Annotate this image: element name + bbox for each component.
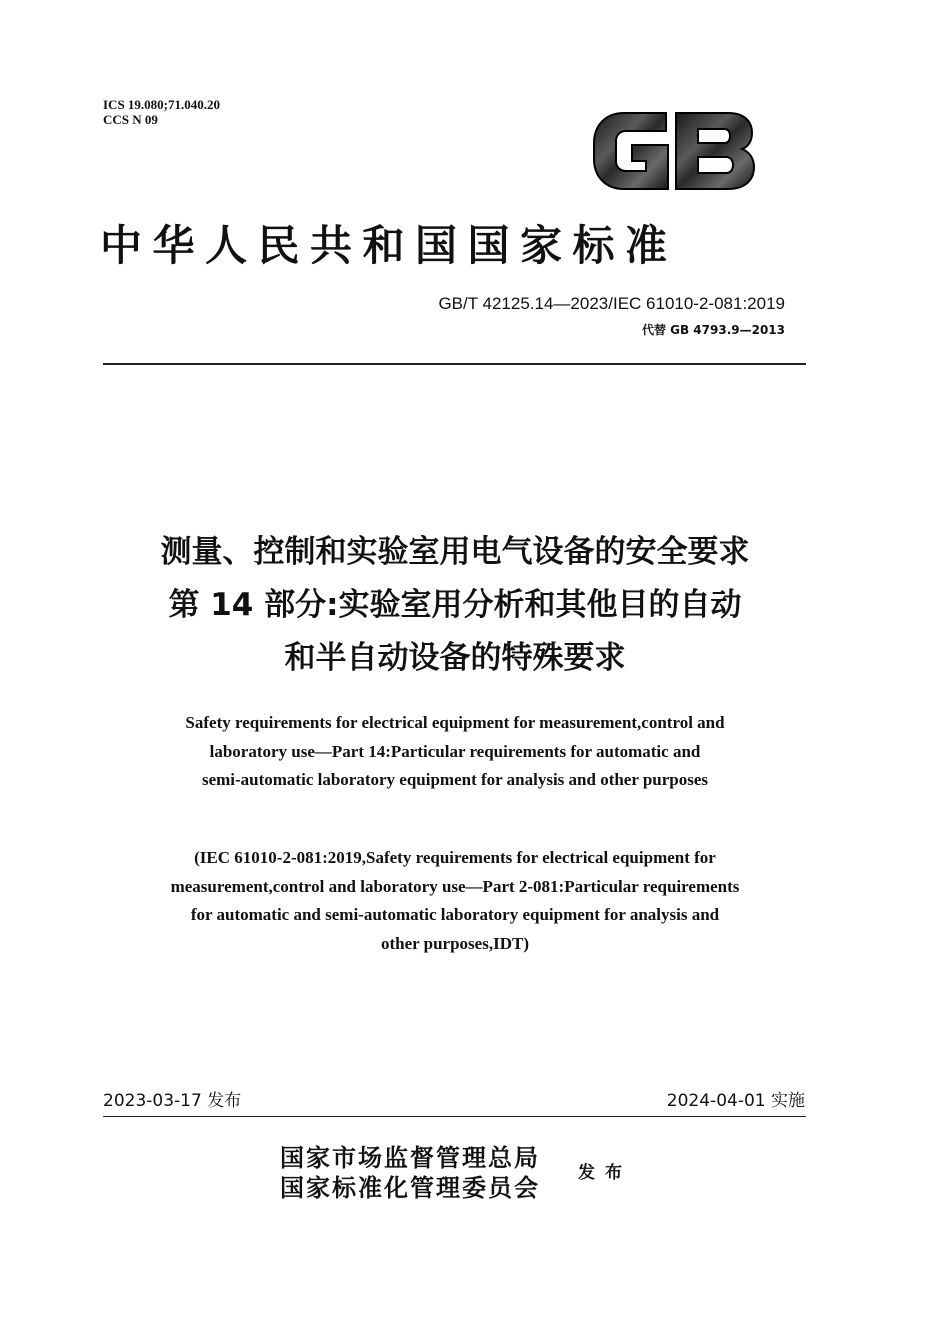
issuing-authorities bbox=[280, 1143, 540, 1203]
iec-reference bbox=[110, 844, 800, 958]
ics-code: ICS 19.080;71.040.20 bbox=[103, 97, 221, 112]
english-title-line-3: semi-automatic laboratory equipment for analysis and other purposes bbox=[201, 770, 709, 789]
english-title bbox=[110, 709, 800, 795]
issuer-samr: 国家市场监督管理总局 bbox=[280, 1143, 540, 1172]
chinese-title-line-2: 第 14 部分:实验室用分析和其他目的自动 bbox=[168, 587, 742, 623]
chinese-title-line-1: 测量、控制和实验室用电气设备的安全要求 bbox=[160, 534, 750, 570]
effective-date: 2024-04-01 实施 bbox=[666, 1091, 805, 1111]
standard-number: GB/T 42125.14—2023/IEC 61010-2-081:2019 bbox=[438, 294, 785, 313]
issuer-sac: 国家标准化管理委员会 bbox=[280, 1173, 540, 1202]
publish-date: 2023-03-17 发布 bbox=[103, 1091, 242, 1111]
chinese-title-line-3: 和半自动设备的特殊要求 bbox=[284, 640, 626, 676]
iec-reference-line-4: other purposes,IDT) bbox=[381, 933, 529, 953]
iec-reference-line-3: for automatic and semi-automatic laboratory equipment for analysis and bbox=[190, 905, 720, 924]
issued-label: 发布 bbox=[578, 1163, 632, 1183]
ccs-code: CCS N 09 bbox=[103, 112, 158, 127]
national-standard-title: 中华人民共和国国家标准 bbox=[100, 221, 678, 270]
header-divider bbox=[103, 363, 806, 365]
chinese-title bbox=[100, 526, 810, 685]
gb-logo bbox=[588, 107, 758, 195]
replaces-standard: 代替 GB 4793.9—2013 bbox=[641, 323, 785, 337]
english-title-line-2: laboratory use—Part 14:Particular requirements for automatic and bbox=[209, 741, 701, 761]
iec-reference-line-2: measurement,control and laboratory use—Part 2-081:Particular requirements bbox=[170, 876, 740, 896]
english-title-line-1: Safety requirements for electrical equipment for measurement,control and bbox=[185, 713, 725, 732]
classification-codes bbox=[103, 97, 220, 127]
gb-logo-icon bbox=[588, 107, 758, 195]
iec-reference-line-1: (IEC 61010-2-081:2019,Safety requirements for electrical equipment for bbox=[194, 848, 716, 867]
footer-divider bbox=[103, 1116, 806, 1117]
